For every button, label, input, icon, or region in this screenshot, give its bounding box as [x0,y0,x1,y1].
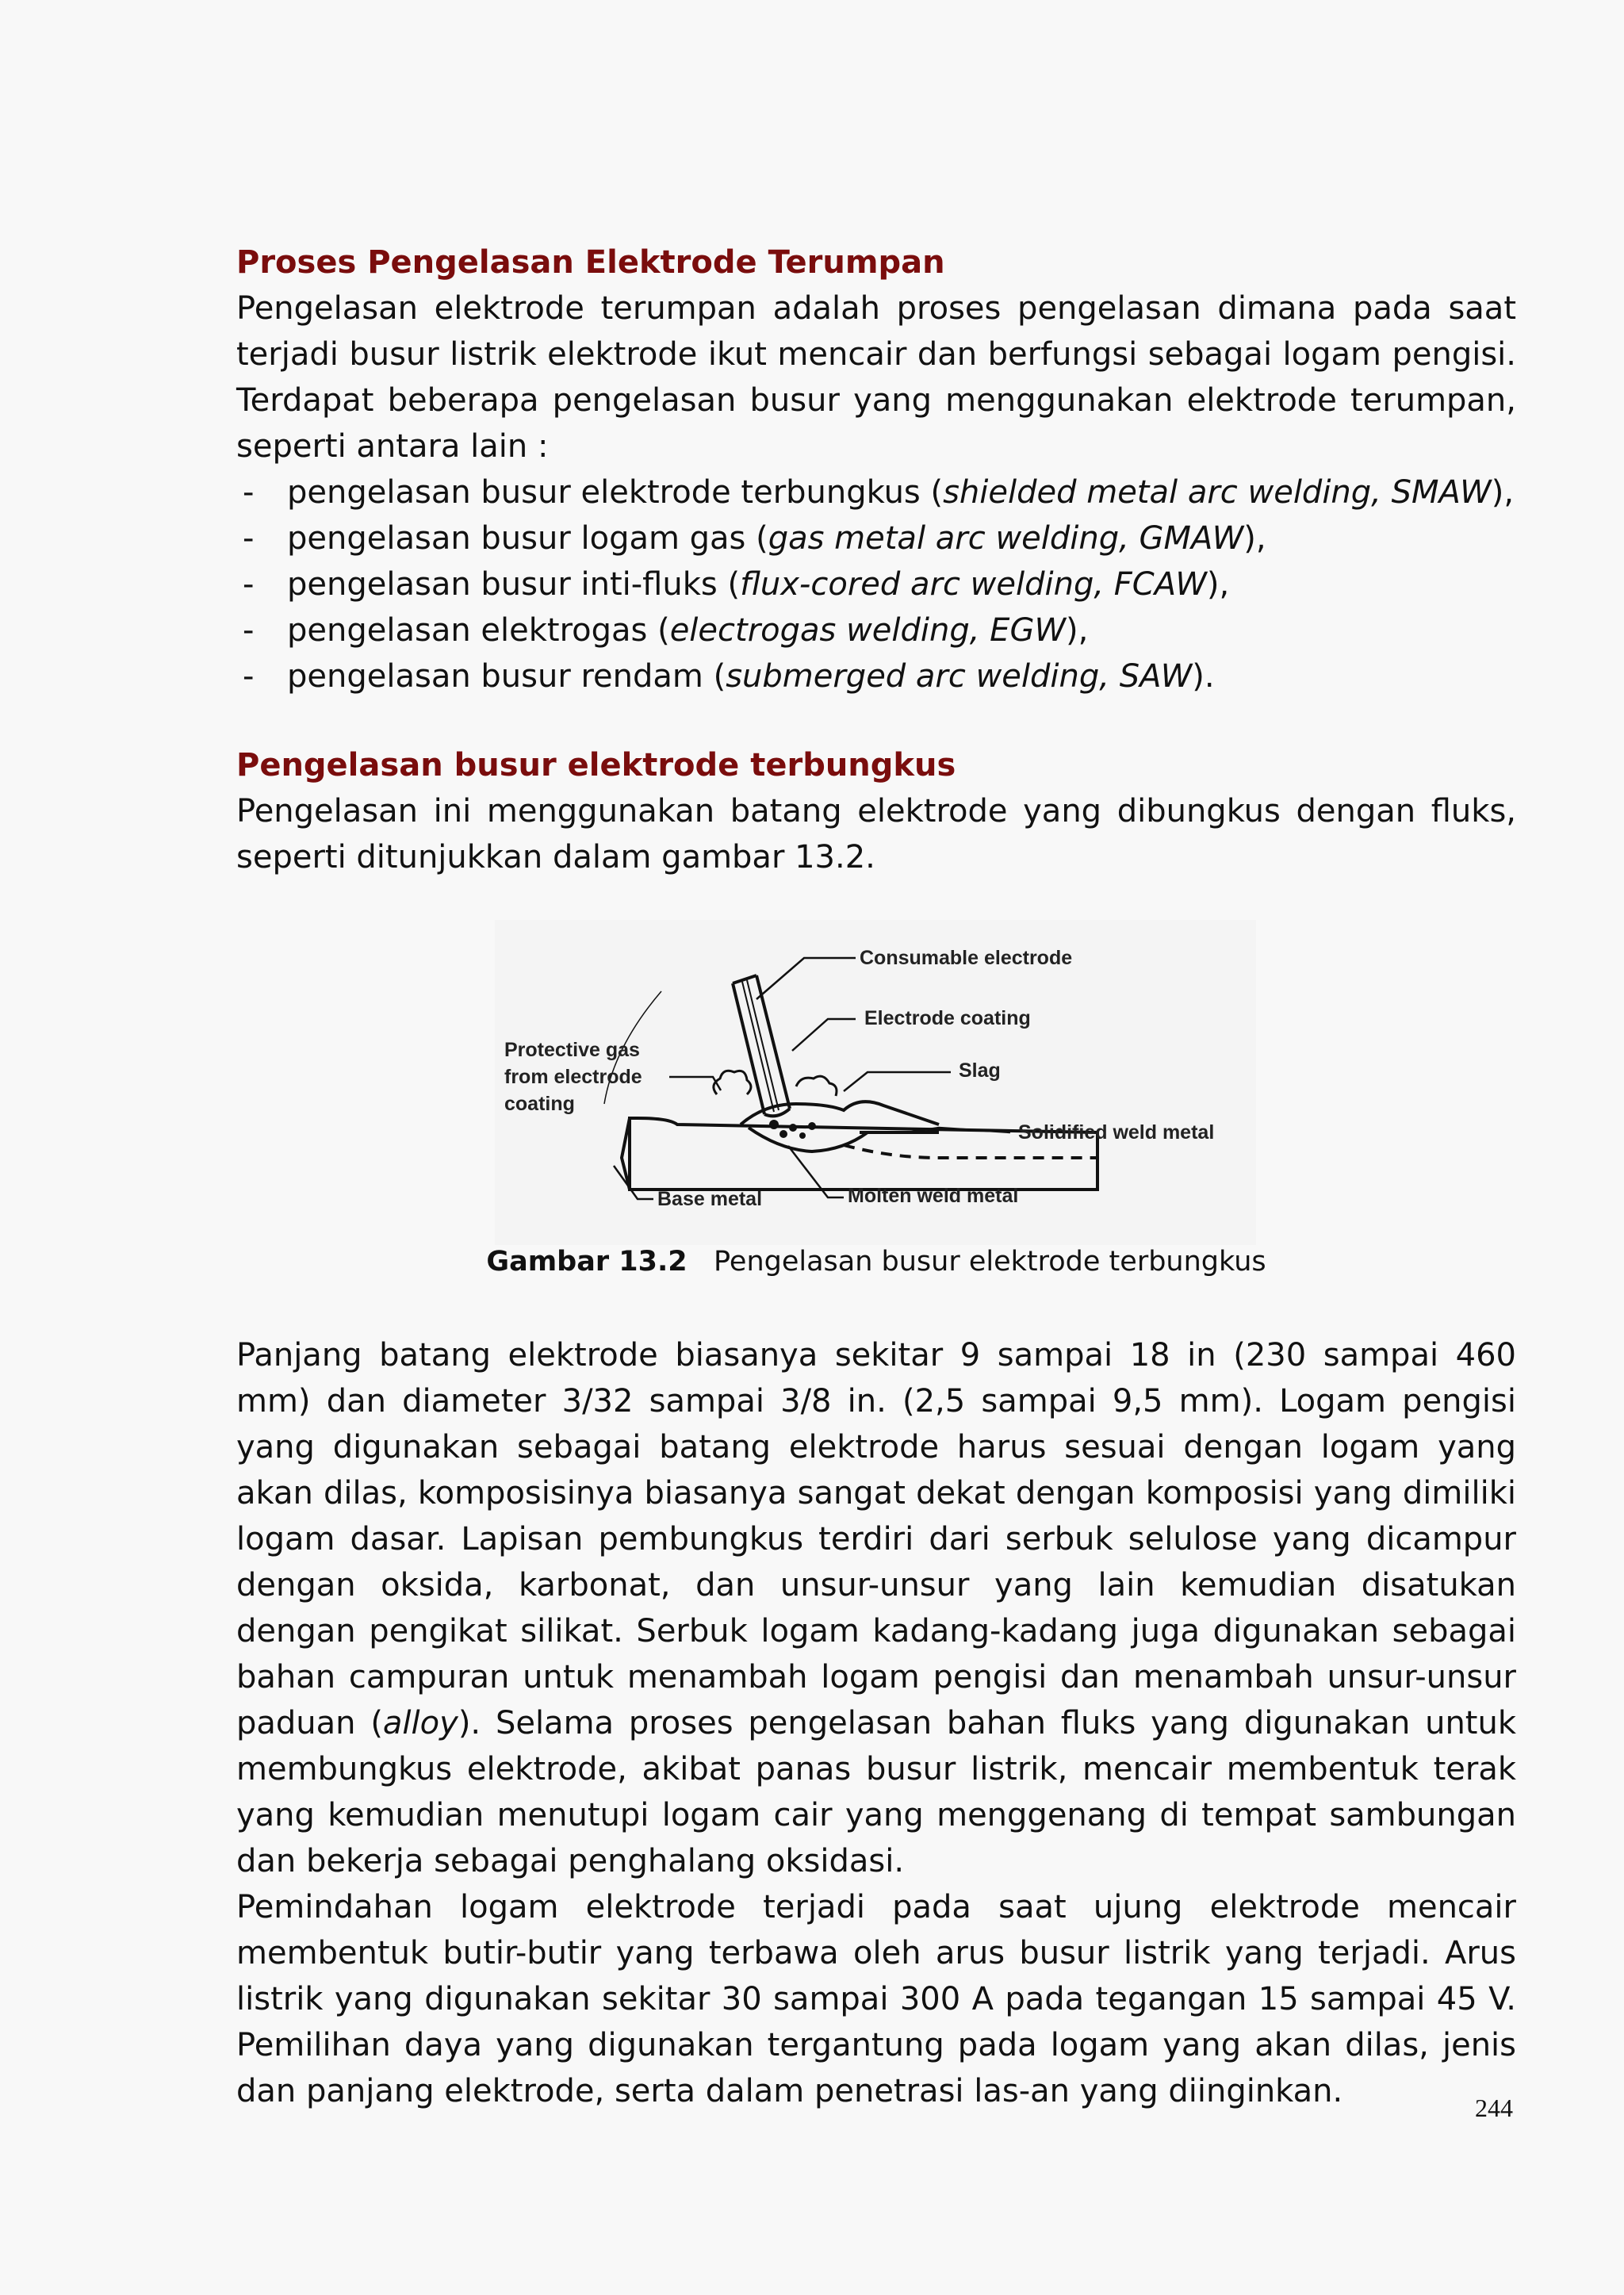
caption-label: Gambar 13.2 [486,1246,688,1278]
label-base-metal: Base metal [657,1188,763,1210]
label-electrode-coating: Electrode coating [864,1007,1031,1029]
figure-caption [236,1242,1516,1282]
smaw-diagram [495,920,1256,1245]
metal-transfer-paragraph: Pemindahan logam elektrode terjadi pada saat ujung elektrode mencair membentuk butir-butir yang terbawa oleh arus busur listrik yang terjadi. Arus listrik yang digunakan sekitar 30 sampai 300 A pada tegangan 15 sampai 45 V. Pemilihan daya yang digunakan tergantung pada logam yang akan dilas, jenis dan panjang elektrode, serta dalam penetrasi las-an yang diinginkan. [236,1889,1516,2109]
welding-process-list [236,469,1516,699]
section-electrode-consumable [236,239,1516,699]
list-item: - pengelasan elektrogas (electrogas welding, EGW), [243,612,1089,649]
label-consumable-electrode: Consumable electrode [860,947,1073,969]
smaw-paragraph: Pengelasan ini menggunakan batang elektrode yang dibungkus dengan fluks, seperti ditunjukkan dalam gambar 13.2. [236,793,1516,875]
list-item: - pengelasan busur inti-fluks (flux-cored arc welding, FCAW), [243,566,1230,603]
molten-droplets [769,1120,816,1139]
page-number: 244 [1475,2094,1513,2122]
section-heading: Proses Pengelasan Elektrode Terumpan [236,244,945,281]
caption-text: Pengelasan busur elektrode terbungkus [714,1246,1266,1278]
section-smaw [236,742,1516,880]
electrode-description-paragraph: Panjang batang elektrode biasanya sekitar 9 sampai 18 in (230 sampai 460 mm) dan diameter 3/32 sampai 3/8 in. (2,5 sampai 9,5 mm). Logam pengisi yang digunakan sebagai batang elektrode harus sesuai dengan logam yang akan dilas, komposisinya biasanya sangat dekat dengan komposisi yang dimiliki logam dasar. Lapisan pembungkus terdiri dari serbuk selulose yang dicampur dengan oksida, karbonat, dan unsur-unsur yang lain kemudian disatukan dengan pengikat silikat. Serbuk logam kadang-kadang juga digunakan sebagai bahan campuran untuk menambah logam pengisi dan menambah unsur-unsur paduan (alloy). Selama proses pengelasan bahan fluks yang digunakan untuk membungkus elektrode, akibat panas busur listrik, mencair membentuk terak yang kemudian menutupi logam cair yang menggenang di tempat sambungan dan bekerja sebagai penghalang oksidasi. [236,1337,1517,1879]
label-slag: Slag [959,1059,1001,1082]
label-solidified-weld-metal: Solidified weld metal [1018,1121,1215,1144]
list-item: - pengelasan busur elektrode terbungkus (shielded metal arc welding, SMAW), [243,474,1515,511]
list-item: - pengelasan busur logam gas (gas metal arc welding, GMAW), [243,520,1266,557]
list-item: - pengelasan busur rendam (submerged arc welding, SAW). [243,658,1215,695]
body-text [236,1332,1516,2114]
label-protective-gas-2: from electrode [504,1066,642,1088]
label-protective-gas-3: coating [504,1093,575,1115]
intro-paragraph: Pengelasan elektrode terumpan adalah proses pengelasan dimana pada saat terjadi busur listrik elektrode ikut mencair dan berfungsi sebagai logam pengisi. Terdapat beberapa pengelasan busur yang menggunakan elektrode terumpan, seperti antara lain : [236,290,1516,465]
smaw-diagram-svg [495,920,1256,1245]
section-heading: Pengelasan busur elektrode terbungkus [236,747,956,784]
electrode [733,975,790,1116]
label-molten-weld-metal: Molten weld metal [848,1185,1019,1207]
label-protective-gas-1: Protective gas [504,1039,640,1061]
